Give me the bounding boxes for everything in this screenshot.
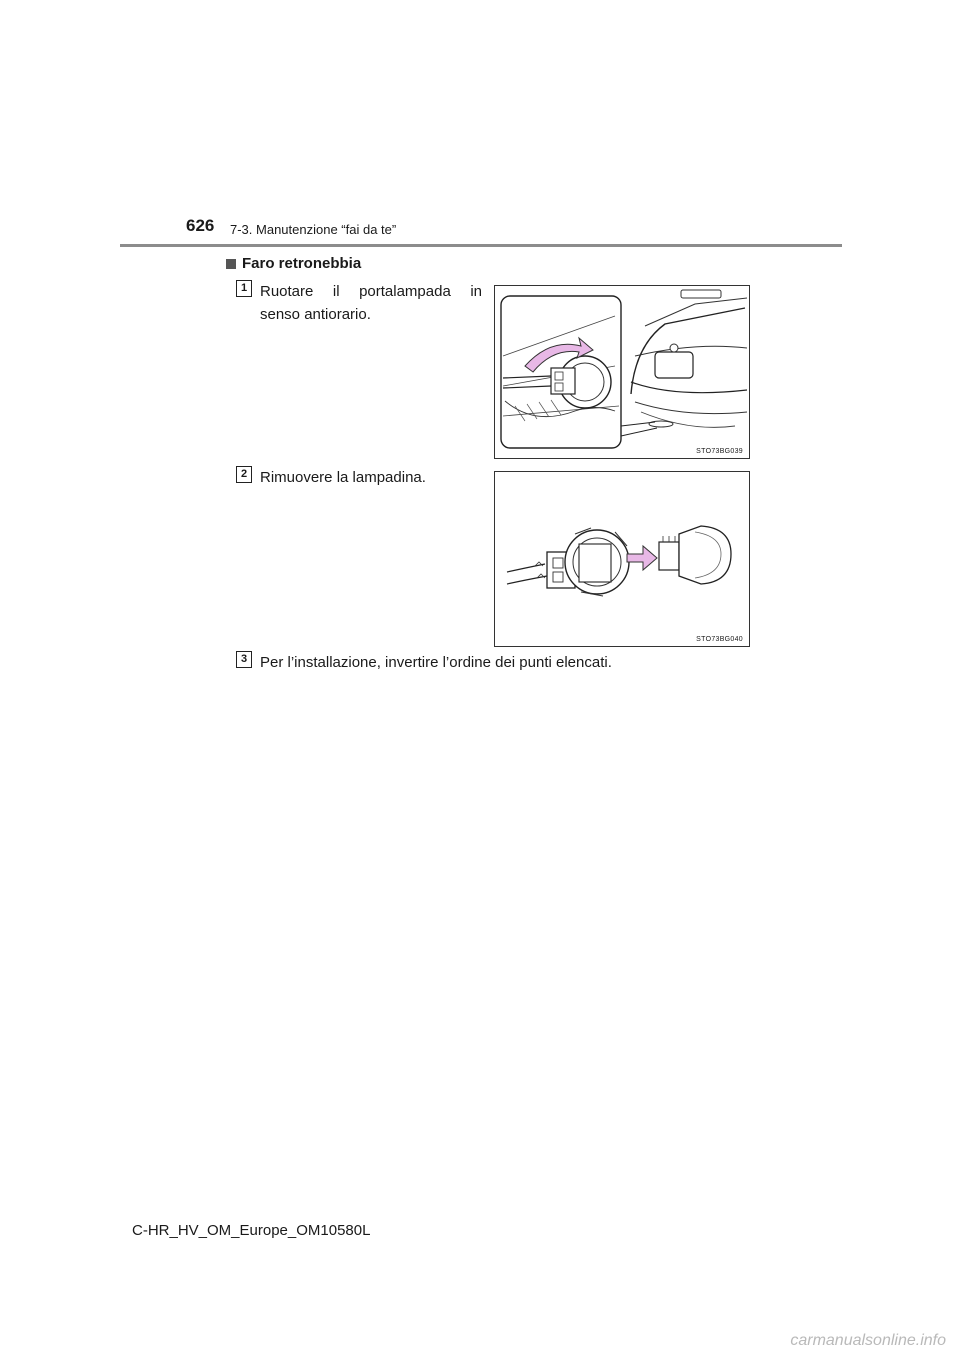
step-text-2: Rimuovere la lampadina.	[260, 469, 426, 486]
square-bullet-icon	[226, 259, 236, 269]
step-badge-2: 2	[236, 466, 252, 483]
step-text-1-line1: Ruotare il portalampada in	[260, 283, 482, 300]
step-text-1-line2: senso antiorario.	[260, 306, 371, 323]
step-text-1	[260, 280, 482, 326]
subheading-text: Faro retronebbia	[242, 255, 362, 272]
figure-2-illustration	[495, 472, 749, 646]
page-number: 626	[186, 216, 215, 235]
figure-1	[494, 285, 750, 459]
step-badge-1: 1	[236, 280, 252, 297]
figure-1-code: STO73BG039	[696, 448, 743, 455]
figure-2	[494, 471, 750, 647]
figure-1-illustration	[495, 286, 749, 458]
section-title: 7-3. Manutenzione “fai da te”	[230, 222, 397, 237]
subheading	[226, 255, 361, 272]
footer-doc-code: C-HR_HV_OM_Europe_OM10580L	[132, 1222, 371, 1239]
step-text-3: Per l’installazione, invertire l’ordine dei punti elencati.	[260, 654, 612, 671]
figure-2-code: STO73BG040	[696, 636, 743, 643]
step-badge-3: 3	[236, 651, 252, 668]
watermark: carmanualsonline.info	[790, 1332, 946, 1349]
header-rule	[120, 244, 842, 247]
